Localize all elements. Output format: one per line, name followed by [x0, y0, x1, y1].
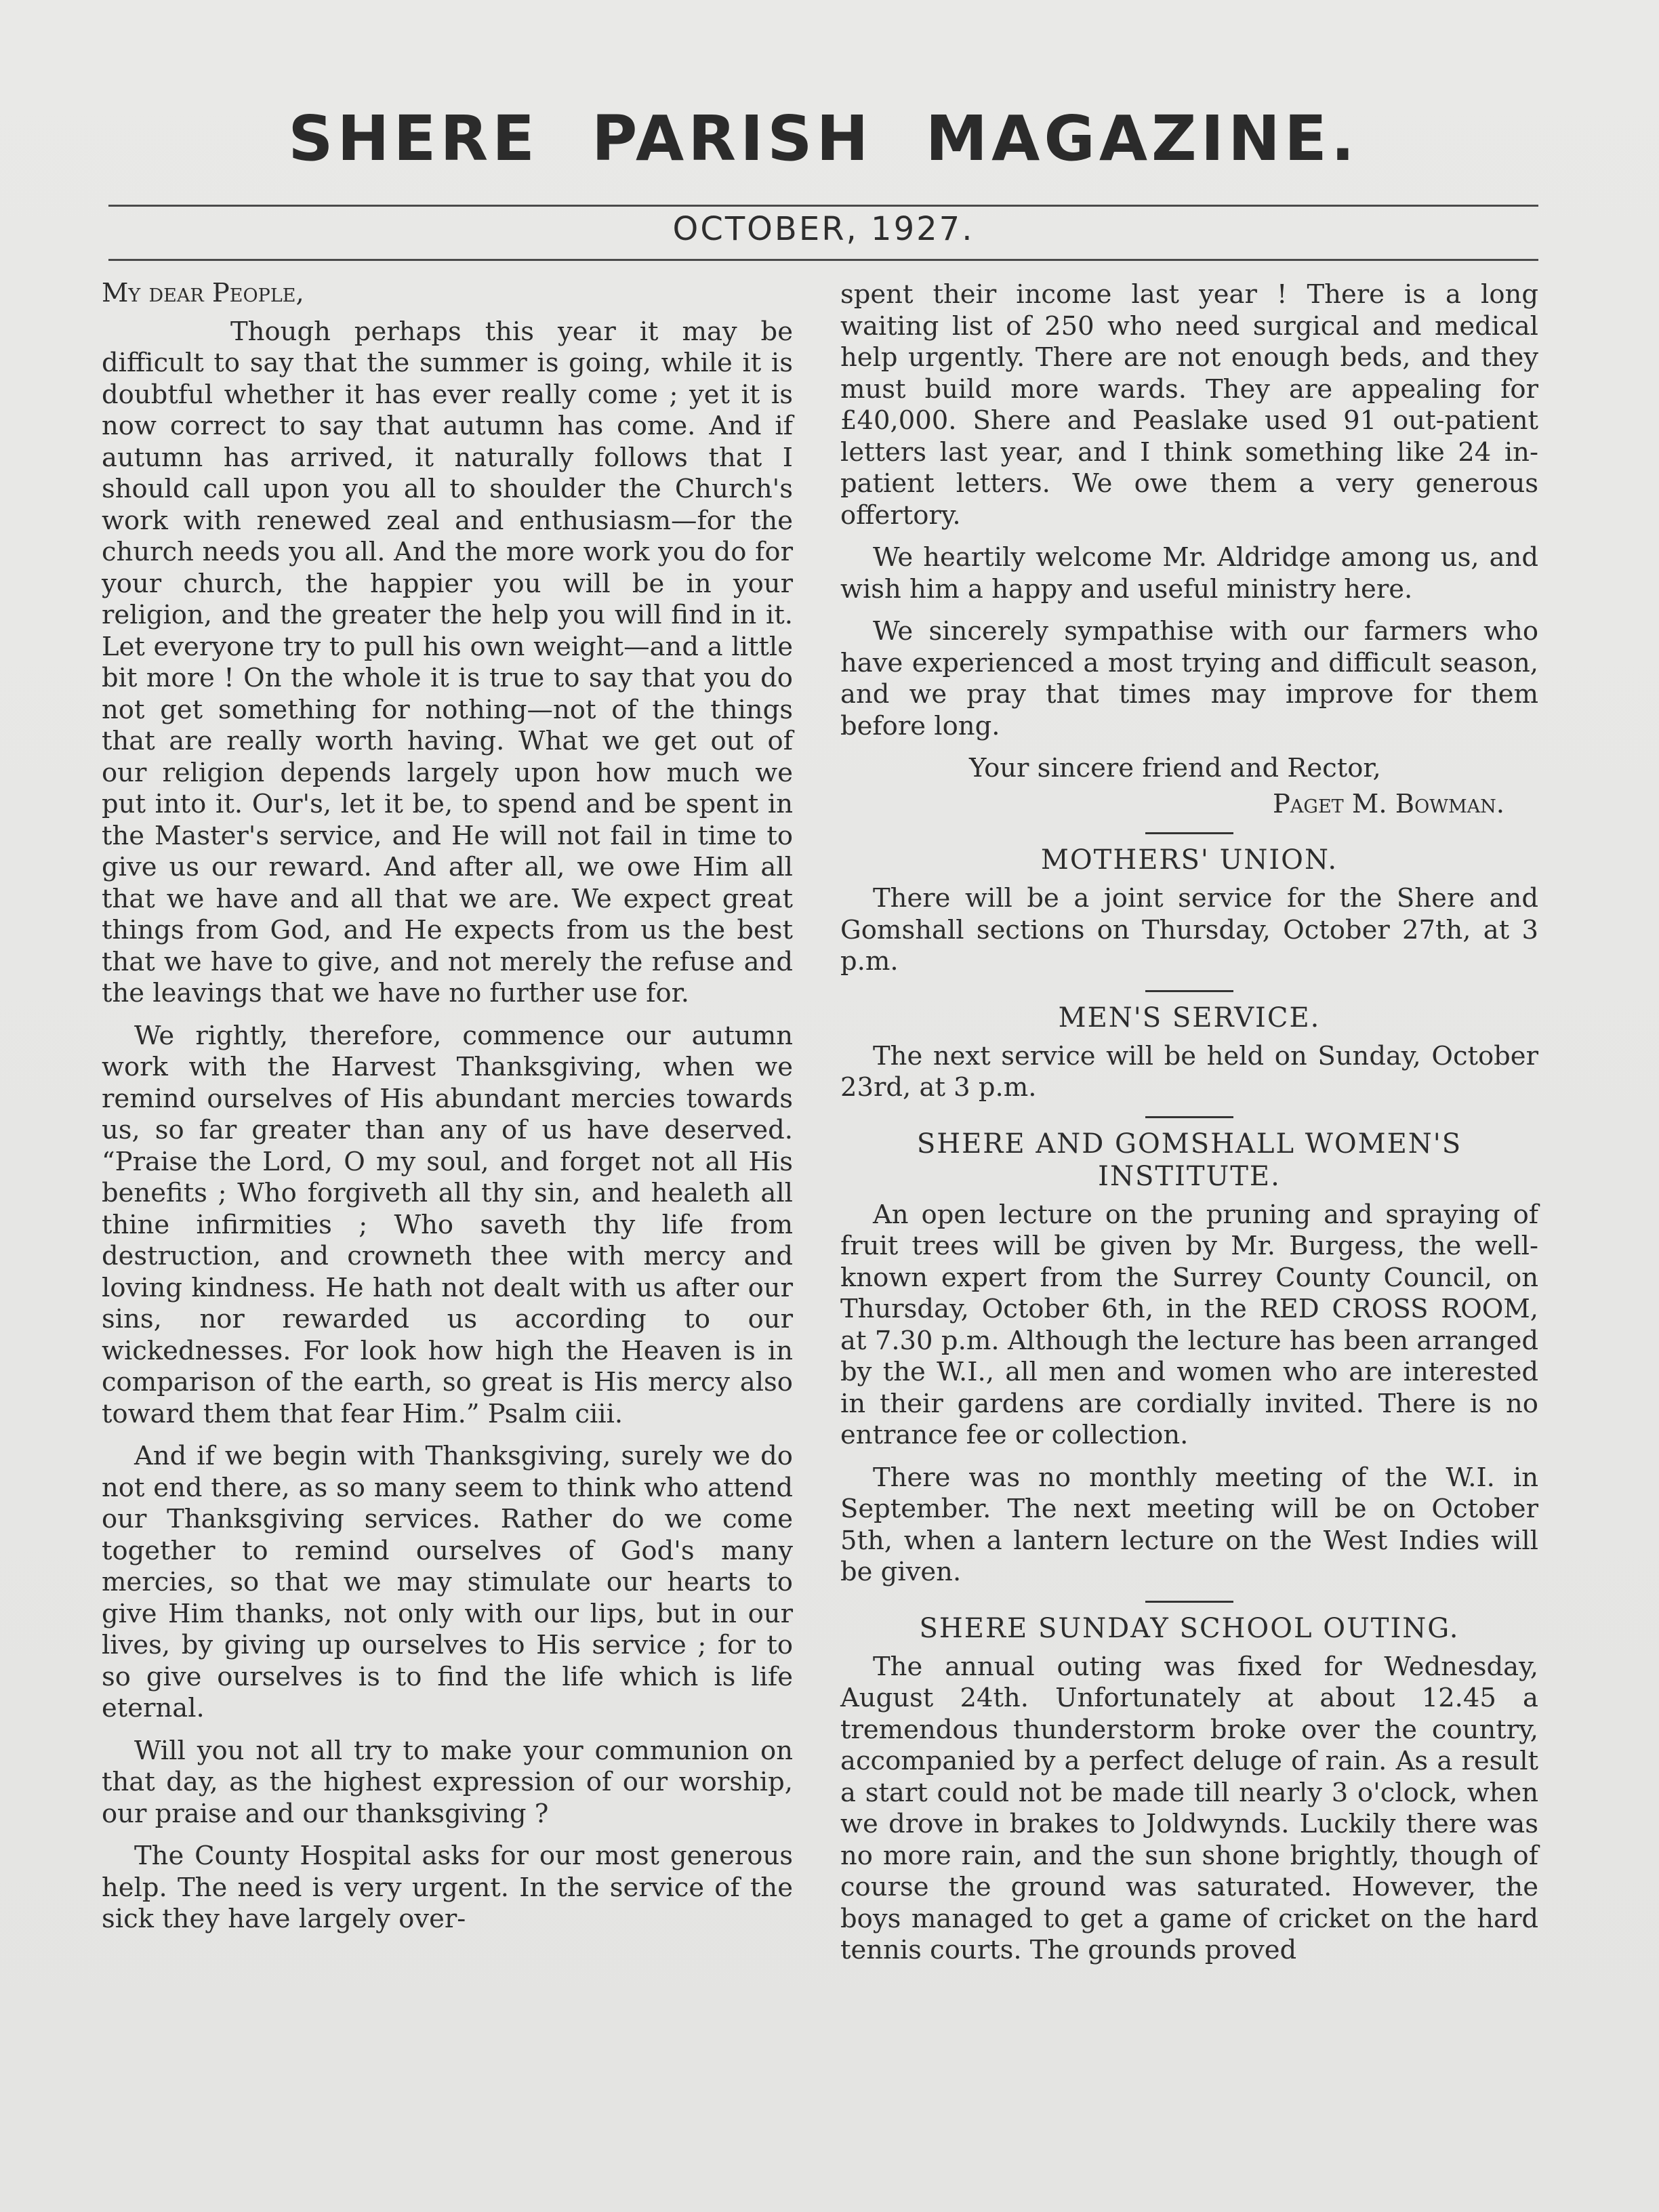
date-rule — [108, 259, 1538, 261]
letter-salutation: My dear People, — [102, 278, 304, 308]
magazine-title: SHERE PARISH MAGAZINE. — [288, 102, 1359, 175]
section-heading-mothers-union: MOTHERS' UNION. — [1040, 844, 1338, 876]
letter-paragraph: Though perhaps this year it may be difficult to say that the summer is going, while it is doubtful whether it has ever really come ; yet it is now correct to say that autumn has come. And if autumn has arrived, it naturally follows that I should call upon you all to shoulder the Church's work with renewed zeal and enthusiasm—for the church needs you all. And the more work you do for your church, the happier you will be in your religion, and the greater the help you will find in it. Let everyone try to pull his own weight—and a little bit more ! On the whole it is true to say that you do not get something for nothing—not of the things that are really worth having. What we get out of our religion depends largely upon how much we put into it. Our's, let it be, to spend and be spent in the Master's service, and He will not fail in time to give us our reward. And after all, we owe Him all that we have and all that we are. We expect great things from God, and He expects from us the best that we have to give, and not merely the refuse and the leavings that we have no further use for. — [102, 316, 793, 1008]
letter-paragraph: The County Hospital asks for our most generous help. The need is very urgent. In the service of the sick they have largely over- — [102, 1841, 793, 1934]
section-body: There will be a joint service for the Shere and Gomshall sections on Thursday, October 27th, at 3 p.m. — [840, 883, 1538, 977]
letter-paragraph: We rightly, therefore, commence our autumn work with the Harvest Thanksgiving, when we remind ourselves of His abundant mercies towards us, so far greater than any of us have deserved. “Praise the Lord, O my soul, and forget not all His benefits ; Who forgiveth all thy sin, and healeth all thine infirmities ; Who saveth thy life from destruction, and crowneth thee with mercy and loving kindness. He hath not dealt with us after our sins, nor rewarded us according to our wickednesses. For look how high the Heaven is in comparison of the earth, so great is His mercy also toward them that fear Him.” Psalm ciii. — [102, 1020, 793, 1429]
section-body: The annual outing was fixed for Wednesday, August 24th. Unfortunately at about 12.45 a tremendous thunderstorm broke over the country, accompanied by a perfect deluge of rain. As a result a start could not be made till nearly 3 o'clock, when we drove in brakes to Joldwynds. Luckily there was no more rain, and the sun shone brightly, though of course the ground was saturated. However, the boys managed to get a game of cricket on the hard tennis courts. The grounds proved — [840, 1651, 1538, 1965]
section-body: There was no monthly meeting of the W.I. in September. The next meeting will be on October 5th, when a lantern lecture on the West Indies will be given. — [840, 1462, 1538, 1587]
section-rule — [1145, 1116, 1233, 1118]
letter-paragraph: We sincerely sympathise with our farmers who have experienced a most trying and difficult season, and we pray that times may improve for them before long. — [840, 616, 1538, 741]
section-rule — [1145, 1601, 1233, 1603]
letter-paragraph: We heartily welcome Mr. Aldridge among us, and wish him a happy and useful ministry here. — [840, 542, 1538, 605]
left-column — [102, 278, 793, 1946]
letter-signature: Paget M. Bowman. — [1272, 788, 1504, 819]
letter-paragraph: Will you not all try to make your communion on that day, as the highest expression of our worship, our praise and our thanksgiving ? — [102, 1735, 793, 1829]
section-heading-mens-service: MEN'S SERVICE. — [1058, 1002, 1321, 1033]
right-column — [840, 279, 1538, 1978]
letter-paragraph-continued: spent their income last year ! There is a long waiting list of 250 who need surgical and medical help urgently. There are not enough beds, and they must build more wards. They are appealing for £40,000. Shere and Peaslake used 91 out-patient letters last year, and I think something like 24 in-patient letters. We owe them a very generous offertory. — [840, 279, 1538, 531]
letter-signoff: Your sincere friend and Rector, — [969, 753, 1381, 783]
section-rule — [1145, 832, 1233, 834]
section-rule — [1145, 990, 1233, 992]
section-body: The next service will be held on Sunday, October 23rd, at 3 p.m. — [840, 1040, 1538, 1103]
title-rule — [108, 205, 1538, 207]
section-body: An open lecture on the pruning and spraying of fruit trees will be given by Mr. Burgess, the well-known expert from the Surrey County Council, on Thursday, October 6th, in the RED CROSS ROOM, at 7.30 p.m. Although the lecture has been arranged by the W.I., all men and women who are interested in their gardens are cordially invited. There is no entrance fee or collection. — [840, 1199, 1538, 1450]
section-heading-sunday-school-outing: SHERE SUNDAY SCHOOL OUTING. — [919, 1612, 1460, 1644]
section-heading-womens-institute: SHERE AND GOMSHALL WOMEN'S INSTITUTE. — [916, 1128, 1462, 1192]
issue-date: OCTOBER, 1927. — [672, 210, 975, 248]
letter-paragraph: And if we begin with Thanksgiving, surely we do not end there, as so many seem to think who attend our Thanksgiving services. Rather do we come together to remind ourselves of God's many mercies, so that we may stimulate our hearts to give Him thanks, not only with our lips, but in our lives, by giving up ourselves to His service ; for to so give ourselves is to find the life which is life eternal. — [102, 1441, 793, 1723]
masthead — [108, 102, 1538, 176]
